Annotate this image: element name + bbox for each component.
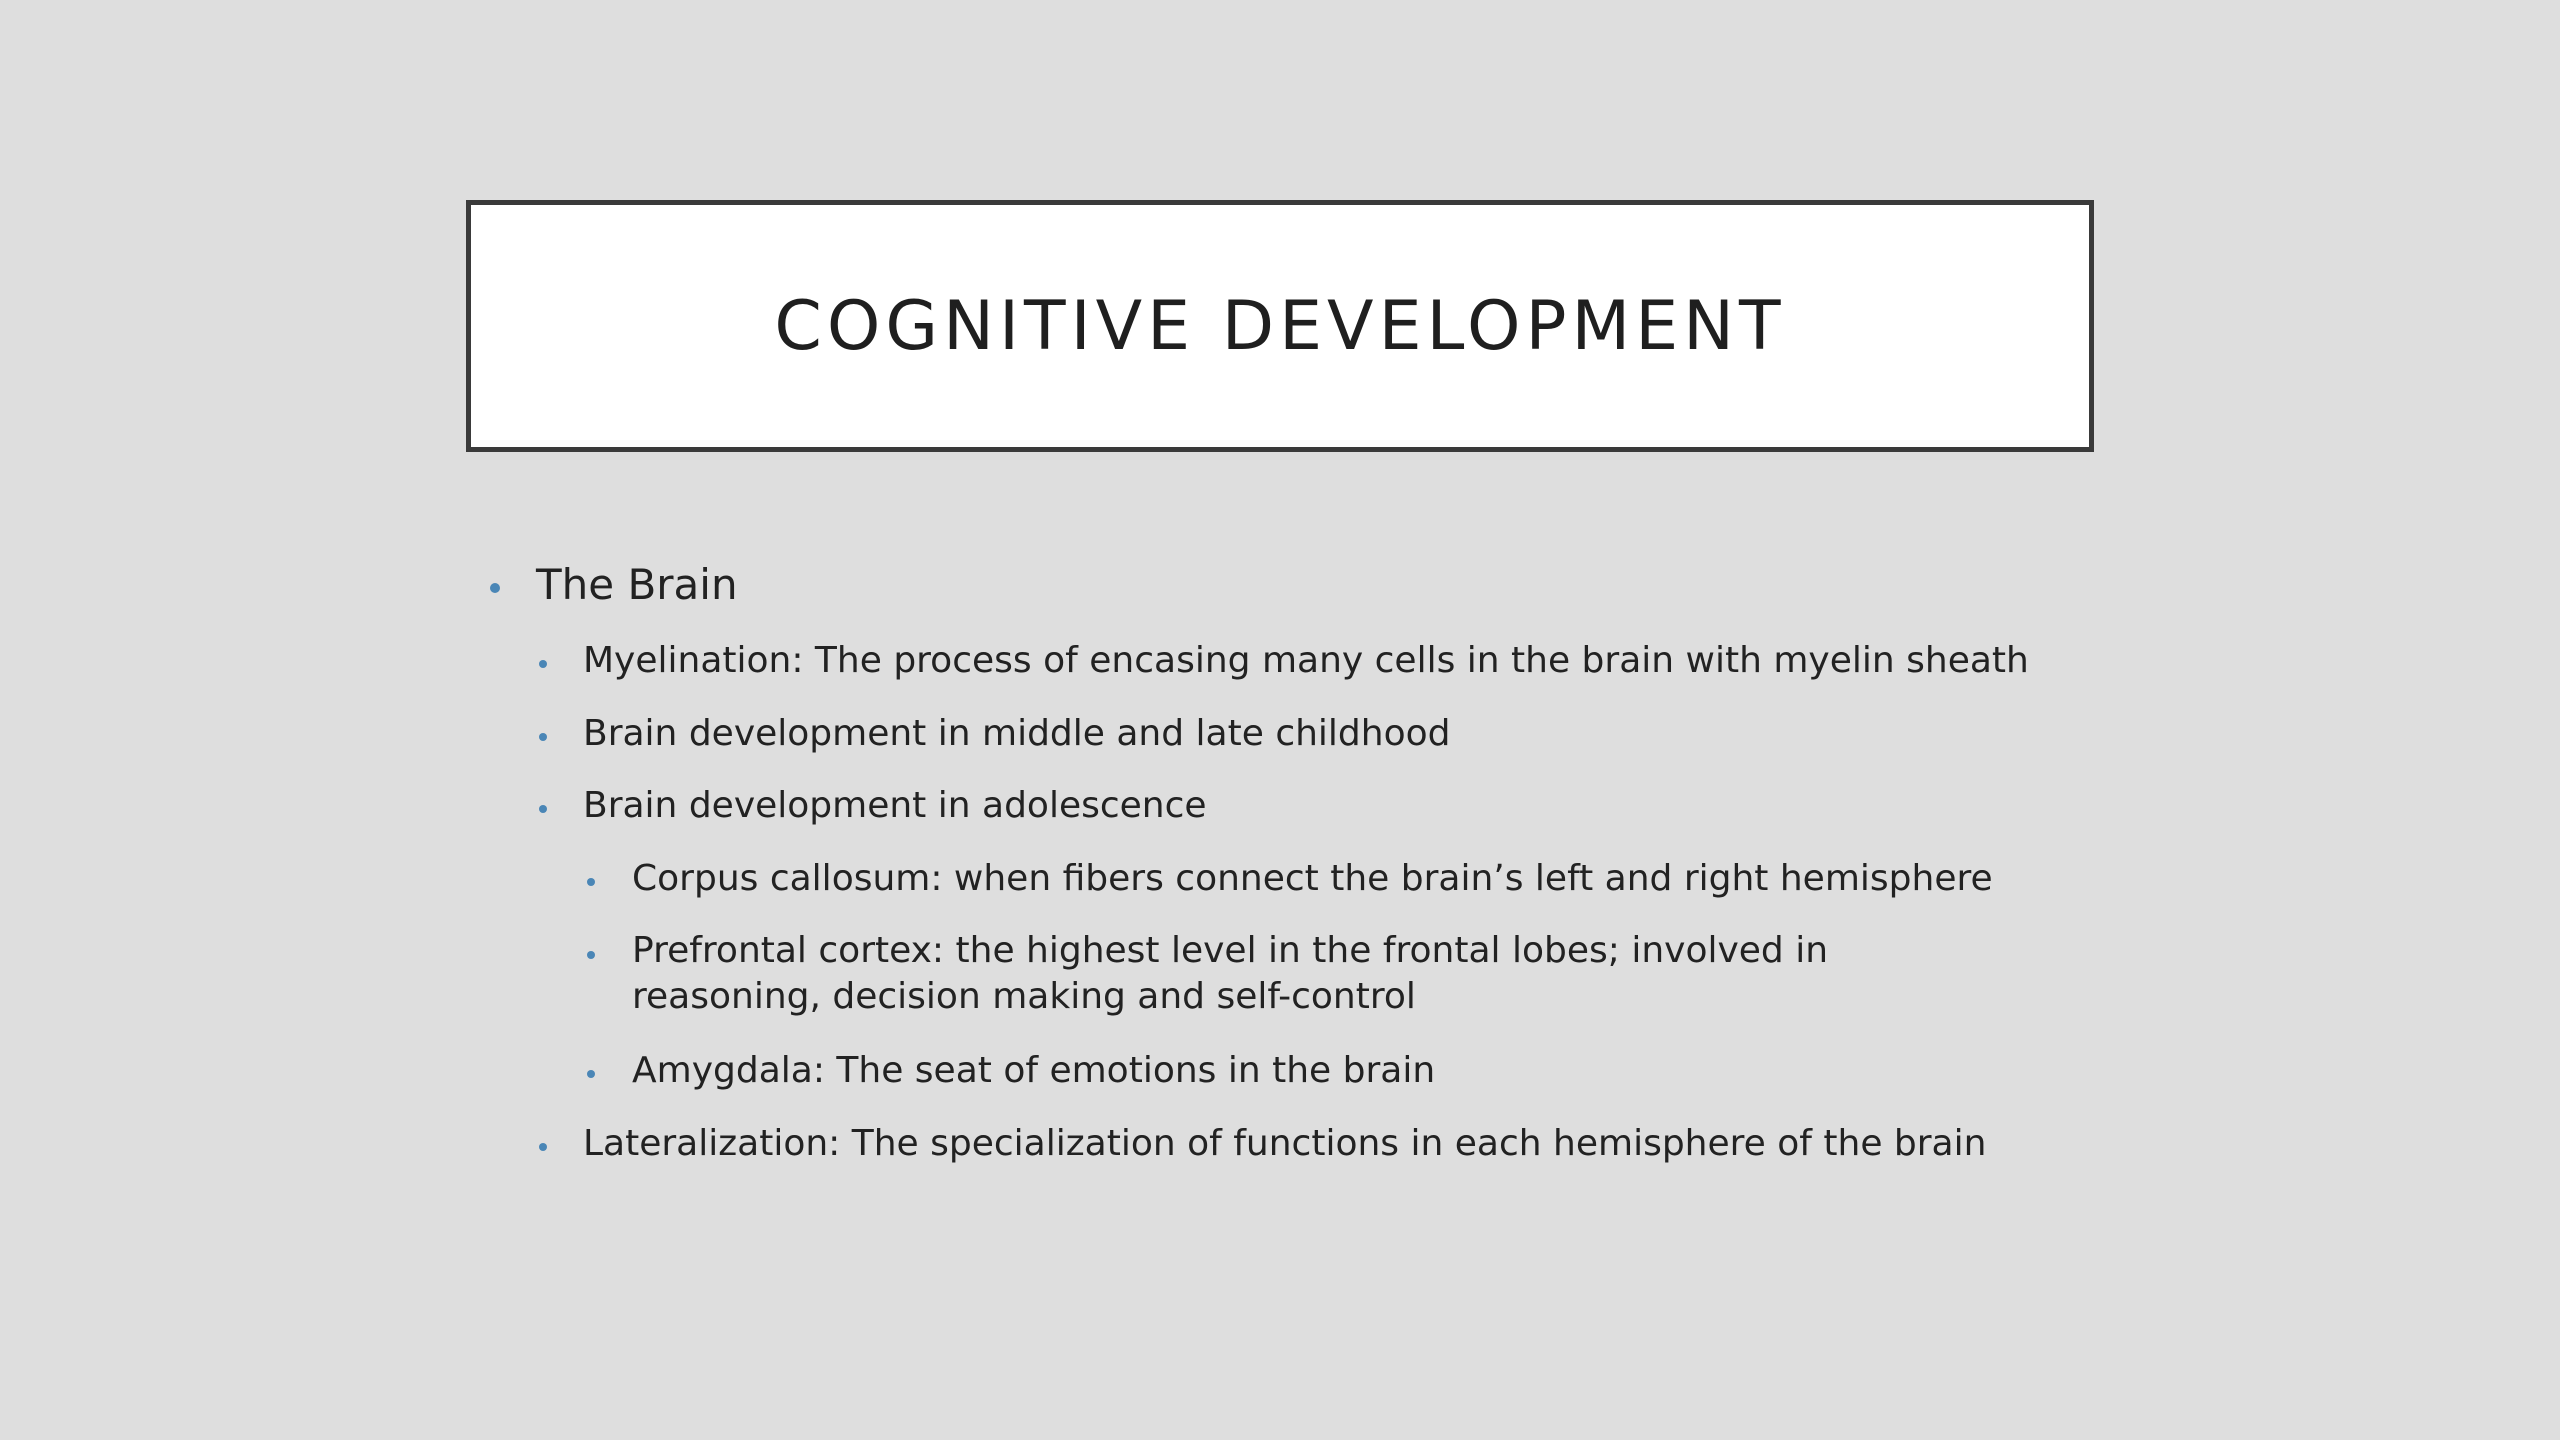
bullet-dot: [539, 733, 547, 741]
bullet-text: The Brain: [536, 560, 738, 609]
bullet-text: Corpus callosum: when fibers connect the brain’s left and right hemisphere: [632, 858, 1993, 899]
bullet-dot: [587, 878, 595, 886]
bullet-dot: [587, 951, 595, 959]
bullet-dot: [490, 583, 500, 593]
bullet-text: Amygdala: The seat of emotions in the brain: [632, 1050, 1436, 1091]
bullet-dot: [539, 1143, 547, 1151]
bullet-text: Lateralization: The specialization of functions in each hemisphere of the brain: [583, 1123, 1987, 1164]
bullet-dot: [587, 1070, 595, 1078]
bullet-text: Prefrontal cortex: the highest level in the frontal lobes; involved in reasoning, decision making and self-control: [632, 930, 1829, 1017]
bullet-text: Brain development in middle and late childhood: [583, 713, 1451, 754]
slide-title: COGNITIVE DEVELOPMENT: [774, 286, 1786, 366]
bullet-dot: [539, 660, 547, 668]
bullet-text: Myelination: The process of encasing many cells in the brain with myelin sheath: [583, 640, 2029, 681]
bullet-dot: [539, 805, 547, 813]
bullet-text: Brain development in adolescence: [583, 785, 1207, 826]
